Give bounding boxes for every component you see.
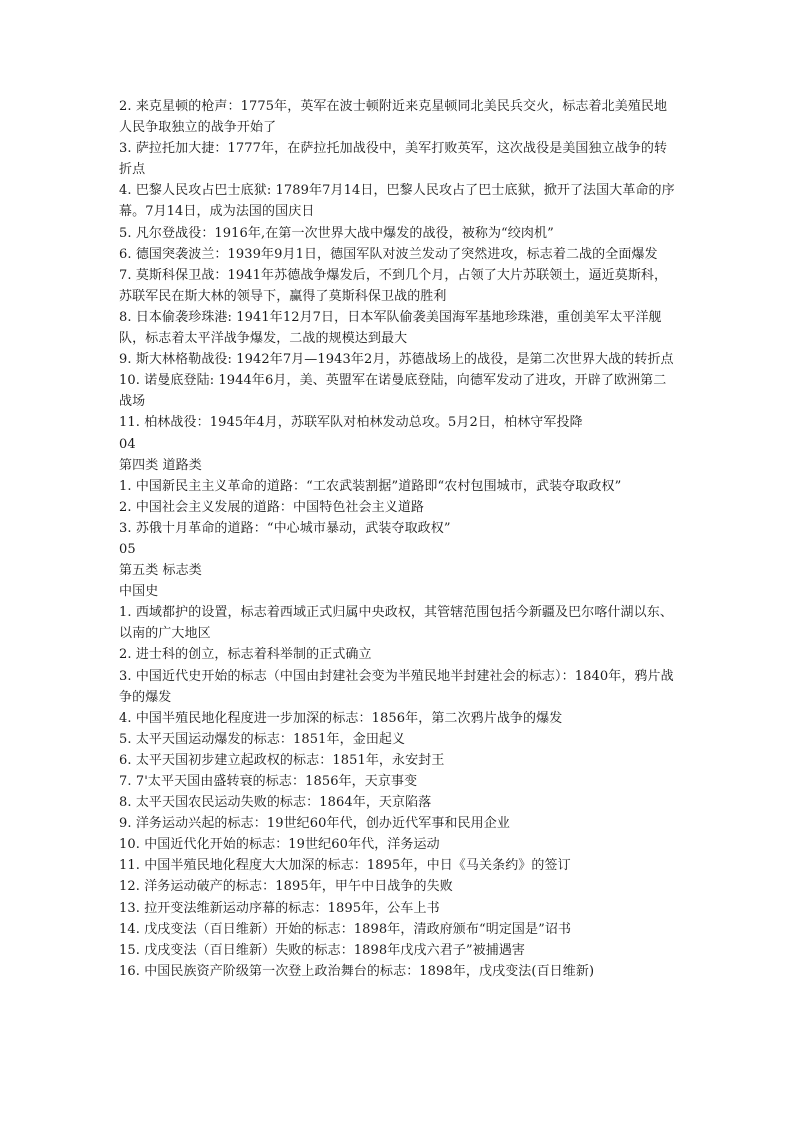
text-line: 12. 洋务运动破产的标志：1895年，甲午中日战争的失败 (119, 879, 453, 895)
document-body (119, 96, 679, 982)
text-line: 10. 中国近代化开始的标志：19世纪60年代，洋务运动 (119, 837, 440, 853)
text-line: 5. 太平天国运动爆发的标志：1851年，金田起义 (119, 731, 406, 747)
text-line: 13. 拉开变法维新运动序幕的标志：1895年，公车上书 (119, 900, 440, 916)
text-line: 3. 中国近代史开始的标志（中国由封建社会变为半殖民地半封建社会的标志）：1840年，鸦片战争的爆发 (119, 668, 674, 705)
text-line: 11. 中国半殖民地化程度大大加深的标志：1895年，中日《马关条约》的签订 (119, 858, 571, 874)
text-line: 5. 凡尔登战役：1916年,在第一次世界大战中爆发的战役，被称为“绞肉机” (119, 225, 554, 241)
text-line: 14. 戊戌变法（百日维新）开始的标志：1898年，清政府颁布“明定国是”诏书 (119, 921, 572, 937)
text-line: 7. 7'太平天国由盛转衰的标志：1856年，天京事变 (119, 774, 418, 789)
text-line: 15. 戊戌变法（百日维新）失败的标志：1898年戊戌六君子”被捕遇害 (119, 942, 526, 958)
section-heading: 第四类 道路类 (119, 457, 202, 473)
text-line: 1. 中国新民主主义革命的道路：“工农武装割据”道路即“农村包围城市，武装夺取政权” (119, 478, 622, 494)
text-line: 3. 萨拉托加大捷：1777年，在萨拉托加战役中，美军打败英军，这次战役是美国独立战争的转折点 (119, 141, 668, 178)
text-line: 2. 进士科的创立，标志着科举制的正式确立 (119, 647, 372, 663)
section-number: 04 (119, 436, 136, 452)
text-line: 10. 诺曼底登陆: 1944年6月，美、英盟军在诺曼底登陆，向德军发动了进攻，开辟了欧洲第二战场 (119, 373, 667, 410)
text-line: 2. 来克星顿的枪声：1775年，英军在波士顿附近来克星顿同北美民兵交火，标志着北美殖民地人民争取独立的战争开始了 (119, 99, 668, 136)
text-line: 4. 中国半殖民地化程度进一步加深的标志：1856年，第二次鸦片战争的爆发 (119, 710, 563, 726)
text-line: 16. 中国民族资产阶级第一次登上政治舞台的标志：1898年，戊戌变法(百日维新) (119, 963, 595, 979)
text-line: 4. 巴黎人民攻占巴士底狱: 1789年7月14日，巴黎人民攻占了巴士底狱，掀开了法国大革命的序幕。7月14日，成为法国的国庆日 (119, 183, 675, 220)
text-line: 6. 太平天国初步建立起政权的标志：1851年，永安封王 (119, 752, 445, 768)
text-line: 1. 西域都护的设置，标志着西域正式归属中央政权，其管辖范围包括今新疆及巴尔喀什湖以东、以南的广大地区 (119, 605, 673, 642)
text-line: 9. 斯大林格勒战役: 1942年7月—1943年2月，苏德战场上的战役，是第二次世界大战的转折点 (119, 352, 674, 368)
subsection-heading: 中国史 (119, 584, 159, 600)
section-number: 05 (119, 541, 136, 557)
text-line: 2. 中国社会主义发展的道路：中国特色社会主义道路 (119, 499, 425, 515)
text-line: 8. 日本偷袭珍珠港: 1941年12月7日，日本军队偷袭美国海军基地珍珠港，重创美军太平洋舰队，标志着太平洋战争爆发，二战的规模达到最大 (119, 309, 662, 347)
section-heading: 第五类 标志类 (119, 563, 202, 579)
text-line: 7. 莫斯科保卫战：1941年苏德战争爆发后，不到几个月，占领了大片苏联领土，逼近莫斯科，苏联军民在斯大林的领导下，赢得了莫斯科保卫战的胜利 (119, 267, 668, 304)
text-line: 6. 德国突袭波兰：1939年9月1日，德国军队对波兰发动了突然进攻，标志着二战的全面爆发 (119, 246, 658, 262)
text-line: 11. 柏林战役：1945年4月，苏联军队对柏林发动总攻。5月2日，柏林守军投降 (119, 415, 583, 431)
text-line: 9. 洋务运动兴起的标志：19世纪60年代，创办近代军事和民用企业 (119, 816, 510, 832)
text-line: 3. 苏俄十月革命的道路：“中心城市暴动，武装夺取政权” (119, 520, 451, 536)
text-line: 8. 太平天国农民运动失败的标志：1864年，天京陷落 (119, 795, 432, 811)
